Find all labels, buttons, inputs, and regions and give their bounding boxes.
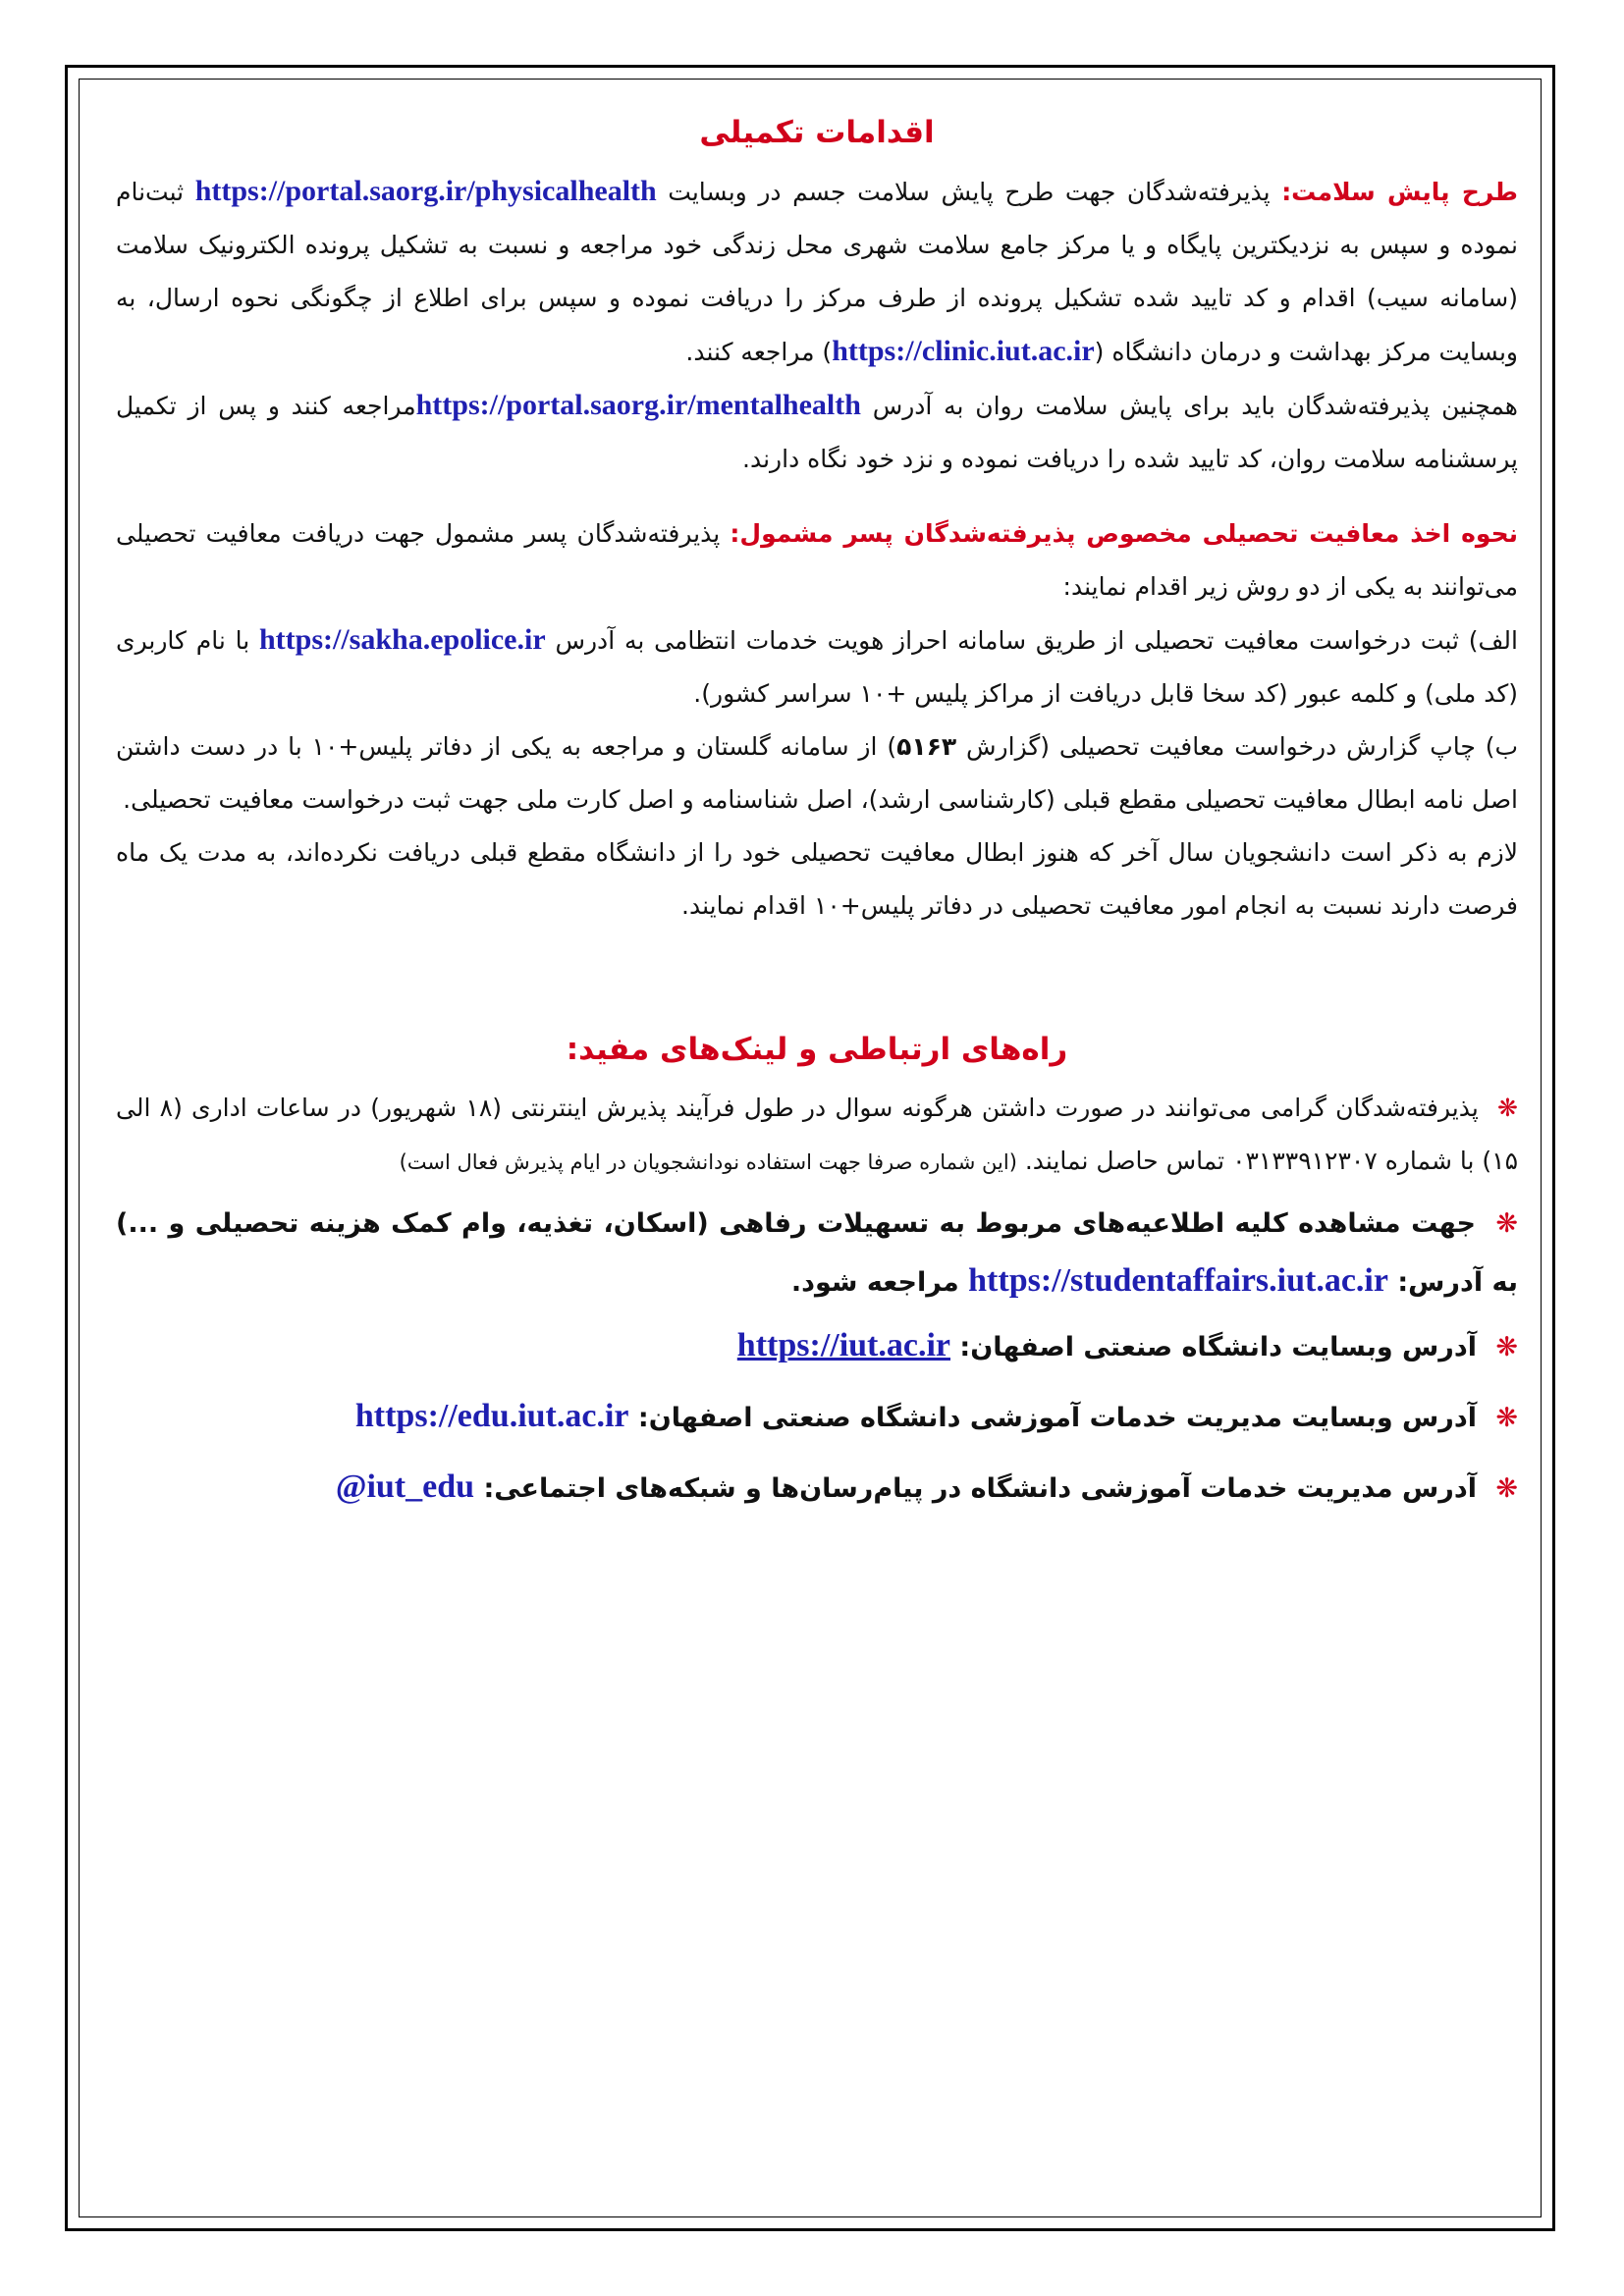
option-a-text-2: با نام کاربری (کد ملی) و کلمه عبور (کد سخا قابل دریافت از مراکز پلیس +۱۰ سراسر کشور). <box>116 626 1518 708</box>
report-number: ۵۱۶۳ <box>896 732 957 761</box>
military-label: نحوه اخذ معافیت تحصیلی مخصوص پذیرفته‌شدگان پسر مشمول: <box>730 519 1518 548</box>
edu-link[interactable]: https://edu.iut.ac.ir <box>354 1398 629 1434</box>
contact-text-3: مراجعه شود. <box>790 1267 959 1298</box>
health-text-4: همچنین پذیرفته‌شدگان باید برای پایش سلامت روان به آدرس <box>872 392 1518 420</box>
military-option-b <box>116 721 1518 827</box>
asterisk-icon: ❋ <box>1495 1473 1518 1504</box>
document-body <box>116 98 1518 1523</box>
health-paragraph-1 <box>116 165 1518 379</box>
university-link[interactable]: https://iut.ac.ir <box>736 1327 951 1363</box>
contact-note: (این شماره صرفا جهت استفاده نودانشجویان در ایام پذیرش فعال است) <box>399 1150 1017 1174</box>
military-intro <box>116 507 1518 614</box>
student-affairs-link[interactable]: https://studentaffairs.iut.ac.ir <box>968 1262 1388 1299</box>
sakha-link[interactable]: https://sakha.epolice.ir <box>258 623 546 656</box>
health-text-3: ) مراجعه کنند. <box>685 338 833 366</box>
health-text-2: ثبت‌نام نموده و سپس به نزدیکترین پایگاه و یا مرکز جامع سلامت شهری محل زندگی خود مراجعه و نسبت به تشکیل پرونده الکترونیک سلامت (سامانه سیب) اقدام و کد تایید شده تشکیل پرونده از طرف مرکز را دریافت نموده و سپس برای اطلاع از چگونگی نحوه ارسال، به وبسایت مرکز بهداشت و درمان دانشگاه ( <box>116 178 1518 366</box>
asterisk-icon: ❋ <box>1495 1208 1518 1239</box>
asterisk-icon: ❋ <box>1497 1094 1518 1122</box>
contact-paragraph-2 <box>116 1196 1518 1311</box>
option-b-text-2: ) از سامانه گلستان و مراجعه به یکی از دفاتر پلیس+۱۰ با در دست داشتن اصل نامه ابطال معافیت تحصیلی مقطع قبلی (کارشناسی ارشد)، اصل شناسنامه و اصل کارت ملی جهت ثبت درخواست معافیت تحصیلی. <box>116 732 1518 814</box>
option-a-text-1: الف) ثبت درخواست معافیت تحصیلی از طریق سامانه احراز هویت خدمات انتظامی به آدرس <box>555 626 1518 655</box>
military-note: لازم به ذکر است دانشجویان سال آخر که هنوز ابطال معافیت تحصیلی خود را از دانشگاه مقطع قبلی دریافت نکرده‌اند، به مدت یک ماه فرصت دارند نسبت به انجام امور معافیت تحصیلی در دفاتر پلیس+۱۰ اقدام نمایند. <box>116 838 1518 920</box>
option-b-text-1: ب) چاپ گزارش درخواست معافیت تحصیلی (گزارش <box>966 732 1518 761</box>
asterisk-icon: ❋ <box>1495 1403 1518 1433</box>
contact-item-university <box>116 1311 1518 1382</box>
military-intro-text: پذیرفته‌شدگان پسر مشمول جهت دریافت معافیت تحصیلی می‌توانند به یکی از دو روش زیر اقدام نمایند: <box>116 519 1518 601</box>
edu-label: آدرس وبسایت مدیریت خدمات آموزشی دانشگاه صنعتی اصفهان: <box>637 1403 1477 1433</box>
health-text-1: پذیرفته‌شدگان جهت طرح پایش سلامت جسم در وبسایت <box>668 178 1271 206</box>
physical-health-link[interactable]: https://portal.saorg.ir/physicalhealth <box>194 175 657 207</box>
contact-item-edu <box>116 1382 1518 1453</box>
health-paragraph-2 <box>116 379 1518 486</box>
social-handle[interactable]: @iut_edu <box>335 1468 475 1505</box>
page-title: اقدامات تکمیلی <box>699 115 935 150</box>
spacer <box>116 933 1518 1015</box>
contact-paragraph-1 <box>116 1082 1518 1188</box>
contact-item-social <box>116 1453 1518 1523</box>
asterisk-icon: ❋ <box>1495 1332 1518 1362</box>
contact-title: راه‌های ارتباطی و لینک‌های مفید: <box>566 1032 1068 1067</box>
spacer <box>116 486 1518 507</box>
social-label: آدرس مدیریت خدمات آموزشی دانشگاه در پیام‌رسان‌ها و شبکه‌های اجتماعی: <box>483 1473 1477 1504</box>
mental-health-link[interactable]: https://portal.saorg.ir/mentalhealth <box>415 389 861 421</box>
contact-text-2: جهت مشاهده کلیه اطلاعیه‌های مربوط به تسهیلات رفاهی (اسکان، تغذیه، وام کمک هزینه تحصیلی و ...) به آدرس: <box>116 1208 1518 1298</box>
clinic-link[interactable]: https://clinic.iut.ac.ir <box>832 335 1095 367</box>
health-label: طرح پایش سلامت: <box>1281 178 1518 206</box>
health-text-5: مراجعه کنند و پس از تکمیل پرسشنامه سلامت روان، کد تایید شده را دریافت نموده و نزد خود نگاه دارند. <box>116 392 1518 473</box>
contact-text-1: پذیرفته‌شدگان گرامی می‌توانند در صورت داشتن هرگونه سوال در طول فرآیند پذیرش اینترنتی (۱۸ شهریور) در ساعات اداری (۸ الی ۱۵) با شماره ۰۳۱۳۳۹۱۲۳۰۷ تماس حاصل نمایند. <box>116 1094 1518 1175</box>
military-option-a <box>116 614 1518 721</box>
university-label: آدرس وبسایت دانشگاه صنعتی اصفهان: <box>959 1332 1477 1362</box>
